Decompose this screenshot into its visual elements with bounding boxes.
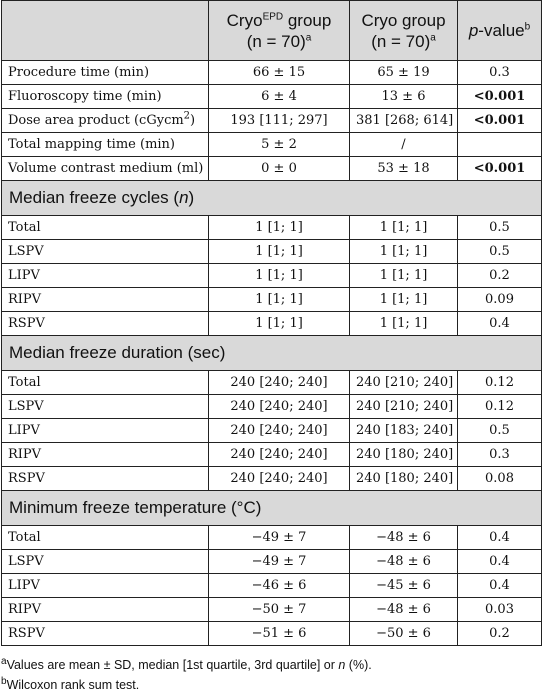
cryo-epd-value: 240 [240; 240] — [209, 395, 350, 419]
cryo-epd-value: 193 [111; 297] — [209, 109, 350, 133]
cryo-epd-value: 5 ± 2 — [209, 133, 350, 157]
p-value: 0.4 — [458, 550, 542, 574]
table-row — [2, 157, 542, 181]
cryo-epd-value: 66 ± 15 — [209, 61, 350, 85]
text-span: Dose area product (cGycm — [8, 113, 184, 128]
text-span: ) — [190, 113, 196, 128]
p-value — [458, 133, 542, 157]
text-span: Median freeze duration (sec) — [9, 343, 226, 362]
table-row — [2, 312, 542, 336]
table-row — [2, 443, 542, 467]
cryo-epd-value: −51 ± 6 — [209, 622, 350, 646]
header-cryo-group: Cryo group (n = 70)$^a$ — [350, 1, 458, 61]
cryo-value: 240 [210; 240] — [350, 371, 458, 395]
cryo-value: 1 [1; 1] — [350, 312, 458, 336]
p-value: 0.3 — [458, 61, 542, 85]
cryo-value: −45 ± 6 — [350, 574, 458, 598]
p-value: 0.4 — [458, 574, 542, 598]
section-title — [2, 491, 542, 526]
section-header-row — [2, 491, 542, 526]
p-value: 0.2 — [458, 264, 542, 288]
row-label: RSPV — [2, 622, 209, 646]
p-value: 0.4 — [458, 312, 542, 336]
row-label: RSPV — [2, 312, 209, 336]
cryo-value: 1 [1; 1] — [350, 264, 458, 288]
cryo-value: 240 [210; 240] — [350, 395, 458, 419]
p-value: 0.09 — [458, 288, 542, 312]
table-row — [2, 550, 542, 574]
row-label: RIPV — [2, 598, 209, 622]
row-label: Total — [2, 526, 209, 550]
cryo-epd-value: −49 ± 7 — [209, 526, 350, 550]
cryo-epd-value: 240 [240; 240] — [209, 467, 350, 491]
cryo-value: 240 [180; 240] — [350, 443, 458, 467]
row-label: Total mapping time (min) — [2, 133, 209, 157]
header-p-value: p-value$^b$ — [458, 1, 542, 61]
cryo-value: 1 [1; 1] — [350, 240, 458, 264]
results-table — [1, 0, 542, 646]
p-value: 0.08 — [458, 467, 542, 491]
cryo-value: 65 ± 19 — [350, 61, 458, 85]
cryo-epd-value: 1 [1; 1] — [209, 240, 350, 264]
cryo-epd-value: −46 ± 6 — [209, 574, 350, 598]
footnote-b: $^b$Wilcoxon rank sum test. — [1, 675, 140, 692]
text-span: 2 — [183, 110, 191, 122]
cryo-epd-value: 1 [1; 1] — [209, 312, 350, 336]
table-row — [2, 288, 542, 312]
table-row — [2, 264, 542, 288]
text-span: ) — [188, 188, 195, 207]
cryo-value: 1 [1; 1] — [350, 216, 458, 240]
cryo-epd-value: 240 [240; 240] — [209, 419, 350, 443]
row-label: RSPV — [2, 467, 209, 491]
row-label: Total — [2, 216, 209, 240]
row-label: Procedure time (min) — [2, 61, 209, 85]
section-header-row — [2, 336, 542, 371]
cryo-epd-value: 240 [240; 240] — [209, 443, 350, 467]
text-span: Minimum freeze temperature (°C) — [9, 498, 262, 517]
cryo-value: −48 ± 6 — [350, 550, 458, 574]
cryo-value: 240 [183; 240] — [350, 419, 458, 443]
p-value: <0.001 — [458, 157, 542, 181]
table-row — [2, 85, 542, 109]
p-value: 0.03 — [458, 598, 542, 622]
row-label: LSPV — [2, 395, 209, 419]
table-row — [2, 109, 542, 133]
section-title — [2, 181, 542, 216]
cryo-epd-value: −50 ± 7 — [209, 598, 350, 622]
footnote-a: $^a$Values are mean ± SD, median [1st quartile, 3rd quartile] or n (%). — [1, 655, 372, 672]
row-label: LSPV — [2, 550, 209, 574]
section-title — [2, 336, 542, 371]
table-row — [2, 371, 542, 395]
cryo-epd-value: 1 [1; 1] — [209, 216, 350, 240]
cryo-value: 1 [1; 1] — [350, 288, 458, 312]
table-row — [2, 395, 542, 419]
table-row — [2, 526, 542, 550]
cryo-epd-value: −49 ± 7 — [209, 550, 350, 574]
cryo-value: 240 [180; 240] — [350, 467, 458, 491]
cryo-epd-value: 240 [240; 240] — [209, 371, 350, 395]
row-label: RIPV — [2, 288, 209, 312]
p-value: 0.4 — [458, 526, 542, 550]
table-row — [2, 61, 542, 85]
table-row — [2, 240, 542, 264]
cryo-value: 13 ± 6 — [350, 85, 458, 109]
p-value: <0.001 — [458, 109, 542, 133]
header-cryo-epd-group: Cryo$^{EPD}$ group (n = 70)$^a$ — [209, 1, 350, 61]
p-value: 0.3 — [458, 443, 542, 467]
text-span: n — [179, 188, 189, 207]
row-label: Volume contrast medium (ml) — [2, 157, 209, 181]
cryo-epd-value: 1 [1; 1] — [209, 264, 350, 288]
p-value: 0.2 — [458, 622, 542, 646]
table-row — [2, 133, 542, 157]
row-label: RIPV — [2, 443, 209, 467]
p-value: 0.5 — [458, 216, 542, 240]
cryo-value: 381 [268; 614] — [350, 109, 458, 133]
row-label: LIPV — [2, 264, 209, 288]
cryo-epd-value: 0 ± 0 — [209, 157, 350, 181]
table-row — [2, 419, 542, 443]
table-row — [2, 598, 542, 622]
table-row — [2, 622, 542, 646]
row-label: LSPV — [2, 240, 209, 264]
p-value: <0.001 — [458, 85, 542, 109]
cryo-value: −48 ± 6 — [350, 598, 458, 622]
row-label: LIPV — [2, 419, 209, 443]
p-value: 0.12 — [458, 395, 542, 419]
cryo-epd-value: 1 [1; 1] — [209, 288, 350, 312]
table-row — [2, 574, 542, 598]
section-header-row — [2, 181, 542, 216]
table-row — [2, 467, 542, 491]
cryo-value: / — [350, 133, 458, 157]
p-value: 0.5 — [458, 419, 542, 443]
p-value: 0.5 — [458, 240, 542, 264]
table-header-row — [2, 1, 542, 61]
row-label — [2, 109, 209, 133]
row-label: Total — [2, 371, 209, 395]
header-empty-cell — [2, 1, 209, 61]
cryo-value: 53 ± 18 — [350, 157, 458, 181]
table-row — [2, 216, 542, 240]
row-label: Fluoroscopy time (min) — [2, 85, 209, 109]
row-label: LIPV — [2, 574, 209, 598]
cryo-epd-value: 6 ± 4 — [209, 85, 350, 109]
cryo-value: −48 ± 6 — [350, 526, 458, 550]
p-value: 0.12 — [458, 371, 542, 395]
text-span: Median freeze cycles ( — [9, 188, 180, 207]
cryo-value: −50 ± 6 — [350, 622, 458, 646]
